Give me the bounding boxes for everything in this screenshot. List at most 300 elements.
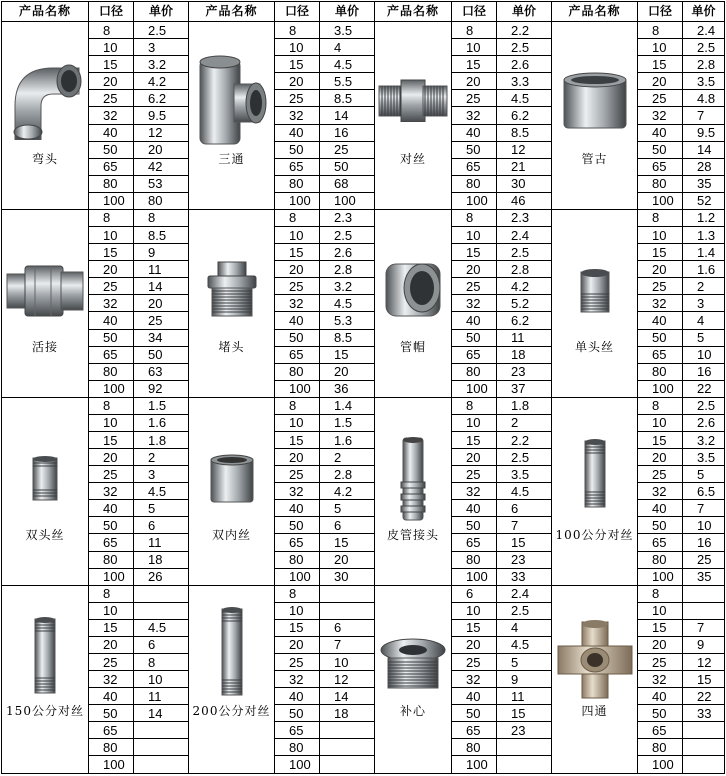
size-cell: 15: [275, 244, 320, 261]
price-cell: 12: [497, 141, 552, 158]
price-cell: 1.5: [134, 397, 189, 414]
price-cell: 6: [134, 517, 189, 534]
header-size: 口径: [89, 2, 134, 22]
size-cell: 40: [89, 500, 134, 517]
elbow-fitting-icon: [7, 56, 83, 140]
product-name: 堵头: [218, 339, 245, 354]
size-cell: 25: [275, 90, 320, 107]
size-cell: 25: [638, 653, 683, 670]
size-cell: 32: [89, 483, 134, 500]
price-cell: 36: [320, 380, 375, 397]
table-row: [2, 397, 725, 414]
price-cell: 33: [683, 705, 725, 722]
size-cell: 100: [452, 568, 497, 585]
size-cell: 32: [275, 671, 320, 688]
price-cell: [134, 756, 189, 774]
price-cell: 15: [497, 705, 552, 722]
price-cell: 7: [683, 107, 725, 124]
price-cell: 12: [320, 671, 375, 688]
size-cell: 10: [638, 39, 683, 56]
price-cell: 14: [320, 107, 375, 124]
price-cell: 8: [134, 209, 189, 226]
hose-barb-icon: [398, 436, 428, 522]
product-cell: [375, 209, 452, 397]
size-cell: 50: [89, 705, 134, 722]
size-cell: 80: [275, 363, 320, 380]
price-cell: 92: [134, 380, 189, 397]
size-cell: 50: [452, 141, 497, 158]
price-cell: 2.5: [497, 244, 552, 261]
price-cell: 21: [497, 158, 552, 175]
header-product-name: 产品名称: [2, 2, 89, 22]
product-cell: [189, 585, 275, 773]
size-cell: 15: [638, 619, 683, 636]
price-cell: [134, 602, 189, 619]
hex-nipple-icon: [377, 78, 449, 122]
size-cell: 20: [89, 636, 134, 653]
size-cell: 25: [89, 278, 134, 295]
size-cell: 20: [452, 636, 497, 653]
price-cell: 3.3: [497, 73, 552, 90]
price-cell: 2.5: [134, 22, 189, 39]
price-cell: 50: [134, 346, 189, 363]
price-cell: 11: [497, 688, 552, 705]
product-image-area: [375, 22, 451, 208]
size-cell: 40: [452, 500, 497, 517]
product-cell: [2, 397, 89, 585]
price-cell: 26: [134, 568, 189, 585]
price-cell: 2.5: [497, 39, 552, 56]
product-cell: [552, 397, 638, 585]
price-cell: 2.3: [497, 209, 552, 226]
size-cell: 100: [275, 380, 320, 397]
product-image-area: [375, 586, 451, 772]
size-cell: 100: [89, 568, 134, 585]
price-cell: 2.4: [497, 585, 552, 602]
size-cell: 10: [638, 227, 683, 244]
price-cell: 53: [134, 175, 189, 192]
price-cell: 6.2: [497, 312, 552, 329]
price-cell: 14: [134, 278, 189, 295]
price-cell: 5: [683, 466, 725, 483]
size-cell: 65: [275, 346, 320, 363]
product-name: 四通: [581, 703, 608, 718]
size-cell: 40: [275, 500, 320, 517]
size-cell: 10: [638, 602, 683, 619]
product-cell: [2, 585, 89, 773]
price-cell: [683, 756, 725, 774]
size-cell: 20: [89, 449, 134, 466]
price-cell: 3.2: [683, 431, 725, 448]
size-cell: 80: [638, 175, 683, 192]
price-cell: 6: [497, 500, 552, 517]
price-cell: 4.2: [497, 278, 552, 295]
size-cell: 40: [638, 124, 683, 141]
price-cell: 8.5: [320, 90, 375, 107]
size-cell: 40: [275, 312, 320, 329]
size-cell: 15: [275, 56, 320, 73]
size-cell: 25: [89, 90, 134, 107]
size-cell: 65: [452, 346, 497, 363]
size-cell: 65: [638, 722, 683, 739]
size-cell: 50: [275, 329, 320, 346]
price-cell: 3: [134, 39, 189, 56]
size-cell: 25: [452, 90, 497, 107]
size-cell: 50: [638, 517, 683, 534]
price-cell: 6.2: [497, 107, 552, 124]
table-row: [2, 585, 725, 602]
price-cell: 23: [497, 363, 552, 380]
product-image-area: [552, 586, 637, 772]
size-cell: 80: [89, 551, 134, 568]
product-name: 双内丝: [211, 527, 251, 542]
header-row: [2, 2, 725, 22]
size-cell: 10: [89, 602, 134, 619]
header-size: 口径: [275, 2, 320, 22]
size-cell: 65: [275, 158, 320, 175]
price-cell: 25: [683, 551, 725, 568]
size-cell: 15: [452, 244, 497, 261]
price-cell: 1.4: [320, 397, 375, 414]
product-name: 弯头: [31, 152, 58, 167]
price-cell: 1.3: [683, 227, 725, 244]
size-cell: 80: [89, 363, 134, 380]
size-cell: 20: [638, 261, 683, 278]
price-cell: 6: [320, 619, 375, 636]
product-image-area: [375, 210, 451, 396]
price-cell: 3.2: [134, 56, 189, 73]
price-cell: 6: [320, 517, 375, 534]
size-cell: 65: [638, 534, 683, 551]
size-cell: 10: [452, 602, 497, 619]
size-cell: 25: [452, 278, 497, 295]
price-cell: 15: [497, 534, 552, 551]
long-nipple-200-icon: [219, 606, 245, 698]
size-cell: 80: [638, 551, 683, 568]
size-cell: 40: [275, 688, 320, 705]
price-cell: 12: [134, 124, 189, 141]
header-price: 单价: [320, 2, 375, 22]
header-product-name: 产品名称: [375, 2, 452, 22]
price-cell: 2.6: [497, 56, 552, 73]
price-cell: 68: [320, 175, 375, 192]
price-cell: 4: [497, 619, 552, 636]
size-cell: 80: [89, 739, 134, 756]
price-cell: [683, 585, 725, 602]
plug-fitting-icon: [202, 260, 262, 320]
price-cell: 3: [134, 466, 189, 483]
price-cell: 11: [497, 329, 552, 346]
price-cell: 18: [320, 705, 375, 722]
price-cell: 2.5: [497, 449, 552, 466]
size-cell: 65: [452, 158, 497, 175]
size-cell: 80: [452, 551, 497, 568]
price-cell: 2.8: [683, 56, 725, 73]
size-cell: 50: [452, 517, 497, 534]
size-cell: 32: [452, 671, 497, 688]
price-cell: 7: [320, 636, 375, 653]
size-cell: 65: [89, 534, 134, 551]
price-cell: 2: [134, 449, 189, 466]
price-cell: 2.2: [497, 431, 552, 448]
price-cell: 4.5: [320, 56, 375, 73]
product-cell: [375, 585, 452, 773]
price-cell: 8.5: [320, 329, 375, 346]
product-name: 200公分对丝: [192, 703, 271, 718]
product-cell: [552, 585, 638, 773]
price-cell: 15: [320, 534, 375, 551]
size-cell: 8: [638, 585, 683, 602]
size-cell: 10: [638, 414, 683, 431]
size-cell: 80: [275, 551, 320, 568]
size-cell: 80: [638, 363, 683, 380]
table-row: [2, 22, 725, 39]
size-cell: 32: [638, 295, 683, 312]
size-cell: 10: [89, 227, 134, 244]
size-cell: 15: [89, 56, 134, 73]
size-cell: 50: [89, 329, 134, 346]
price-cell: 23: [497, 551, 552, 568]
price-cell: 14: [134, 705, 189, 722]
price-cell: 3.5: [683, 449, 725, 466]
price-cell: 5: [497, 653, 552, 670]
price-cell: 2.4: [497, 227, 552, 244]
price-cell: 7: [683, 619, 725, 636]
size-cell: 15: [89, 619, 134, 636]
size-cell: 32: [89, 295, 134, 312]
size-cell: 80: [275, 175, 320, 192]
size-cell: 25: [275, 466, 320, 483]
cross-fitting-icon: [556, 620, 634, 700]
product-image-area: [552, 22, 637, 208]
coupling-icon: [560, 72, 630, 132]
price-cell: 2.2: [497, 22, 552, 39]
size-cell: 100: [275, 756, 320, 774]
size-cell: 8: [638, 209, 683, 226]
price-cell: 14: [683, 141, 725, 158]
price-cell: 12: [683, 653, 725, 670]
product-image-area: [189, 22, 274, 208]
size-cell: 25: [89, 653, 134, 670]
price-cell: 6: [134, 636, 189, 653]
size-cell: 8: [275, 585, 320, 602]
price-cell: 7: [683, 500, 725, 517]
size-cell: 50: [638, 705, 683, 722]
price-cell: 1.6: [683, 261, 725, 278]
product-name: 补心: [399, 703, 426, 718]
price-cell: 22: [683, 380, 725, 397]
product-name: 管帽: [399, 339, 426, 354]
price-cell: 20: [134, 295, 189, 312]
price-cell: 2.5: [320, 227, 375, 244]
product-cell: [2, 209, 89, 397]
size-cell: 10: [452, 414, 497, 431]
size-cell: 100: [89, 192, 134, 209]
size-cell: 100: [275, 568, 320, 585]
product-name: 活接: [31, 339, 58, 354]
product-image-area: [375, 398, 451, 584]
size-cell: 40: [452, 688, 497, 705]
price-cell: 9: [497, 671, 552, 688]
price-cell: 3.5: [497, 466, 552, 483]
price-cell: 10: [320, 653, 375, 670]
price-cell: [683, 602, 725, 619]
union-fitting-icon: [5, 262, 85, 318]
price-cell: 4.5: [134, 619, 189, 636]
price-cell: 23: [497, 722, 552, 739]
price-cell: 9.5: [683, 124, 725, 141]
product-cell: [2, 22, 89, 210]
size-cell: 20: [638, 636, 683, 653]
price-cell: 4.2: [320, 483, 375, 500]
price-cell: 63: [134, 363, 189, 380]
size-cell: 8: [452, 397, 497, 414]
price-cell: 25: [320, 141, 375, 158]
size-cell: 10: [452, 39, 497, 56]
price-cell: 20: [134, 141, 189, 158]
size-cell: 80: [452, 175, 497, 192]
price-cell: 46: [497, 192, 552, 209]
size-cell: 65: [638, 158, 683, 175]
product-cell: [375, 22, 452, 210]
price-cell: 52: [683, 192, 725, 209]
price-cell: 16: [320, 124, 375, 141]
size-cell: 80: [275, 739, 320, 756]
size-cell: 20: [89, 73, 134, 90]
price-cell: [683, 722, 725, 739]
product-image-area: [189, 210, 274, 396]
size-cell: 65: [638, 346, 683, 363]
product-image-area: [552, 398, 637, 584]
size-cell: 25: [452, 653, 497, 670]
price-cell: 9.5: [134, 107, 189, 124]
product-image-area: [2, 22, 88, 208]
size-cell: 40: [89, 124, 134, 141]
size-cell: 6: [452, 585, 497, 602]
size-cell: 8: [452, 209, 497, 226]
size-cell: 10: [89, 39, 134, 56]
product-image-area: [2, 586, 88, 772]
price-cell: 25: [134, 312, 189, 329]
price-cell: 8.5: [134, 227, 189, 244]
size-cell: 50: [638, 329, 683, 346]
product-name: 皮管接头: [386, 527, 439, 542]
price-cell: 5: [134, 500, 189, 517]
size-cell: 15: [452, 619, 497, 636]
pipe-cap-icon: [380, 258, 446, 320]
size-cell: 40: [89, 688, 134, 705]
size-cell: 20: [89, 261, 134, 278]
price-cell: 22: [683, 688, 725, 705]
price-cell: 9: [134, 244, 189, 261]
size-cell: 32: [89, 107, 134, 124]
product-image-area: [189, 398, 274, 584]
price-cell: 2: [683, 278, 725, 295]
price-cell: [683, 739, 725, 756]
double-thread-nipple-icon: [30, 454, 60, 504]
price-cell: 2.6: [683, 414, 725, 431]
size-cell: 32: [89, 671, 134, 688]
product-cell: [189, 397, 275, 585]
size-cell: 20: [452, 261, 497, 278]
tee-fitting-icon: [194, 52, 270, 148]
table-row: [2, 209, 725, 226]
price-cell: 3.5: [683, 73, 725, 90]
product-name: 单头丝: [574, 339, 614, 354]
price-cell: 28: [683, 158, 725, 175]
size-cell: 100: [452, 380, 497, 397]
price-cell: 4.2: [134, 73, 189, 90]
price-cell: 30: [320, 568, 375, 585]
size-cell: 80: [638, 739, 683, 756]
size-cell: 15: [452, 431, 497, 448]
price-cell: [320, 585, 375, 602]
size-cell: 10: [275, 602, 320, 619]
price-cell: 100: [320, 192, 375, 209]
size-cell: 8: [452, 22, 497, 39]
price-cell: 2.3: [320, 209, 375, 226]
price-cell: 6.2: [134, 90, 189, 107]
size-cell: 65: [452, 534, 497, 551]
size-cell: 65: [89, 346, 134, 363]
price-cell: [320, 602, 375, 619]
size-cell: 15: [452, 56, 497, 73]
price-cell: 4.8: [683, 90, 725, 107]
price-cell: 18: [134, 551, 189, 568]
product-cell: [552, 22, 638, 210]
product-cell: [375, 397, 452, 585]
size-cell: 15: [275, 431, 320, 448]
price-cell: 50: [320, 158, 375, 175]
header-size: 口径: [638, 2, 683, 22]
size-cell: 25: [452, 466, 497, 483]
size-cell: 15: [638, 244, 683, 261]
size-cell: 40: [275, 124, 320, 141]
size-cell: 50: [638, 141, 683, 158]
size-cell: 65: [89, 722, 134, 739]
size-cell: 50: [452, 705, 497, 722]
reducing-bushing-icon: [378, 636, 448, 692]
size-cell: 20: [638, 449, 683, 466]
price-cell: 4.5: [497, 90, 552, 107]
price-cell: 4.5: [497, 636, 552, 653]
price-cell: 1.6: [134, 414, 189, 431]
size-cell: 100: [638, 380, 683, 397]
size-cell: 20: [452, 73, 497, 90]
size-cell: 65: [452, 722, 497, 739]
price-cell: 2: [320, 449, 375, 466]
size-cell: 8: [89, 397, 134, 414]
product-cell: [189, 22, 275, 210]
size-cell: 32: [638, 671, 683, 688]
header-product-name: 产品名称: [552, 2, 638, 22]
size-cell: 32: [452, 107, 497, 124]
size-cell: 32: [275, 483, 320, 500]
size-cell: 80: [452, 739, 497, 756]
size-cell: 25: [638, 466, 683, 483]
size-cell: 100: [452, 756, 497, 774]
price-cell: 6.5: [683, 483, 725, 500]
price-cell: 15: [320, 346, 375, 363]
price-cell: 2.8: [320, 261, 375, 278]
price-cell: 10: [683, 346, 725, 363]
price-cell: [134, 585, 189, 602]
price-cell: 4.5: [497, 483, 552, 500]
size-cell: 100: [638, 192, 683, 209]
size-cell: 100: [275, 192, 320, 209]
price-cell: 5.5: [320, 73, 375, 90]
size-cell: 25: [275, 278, 320, 295]
